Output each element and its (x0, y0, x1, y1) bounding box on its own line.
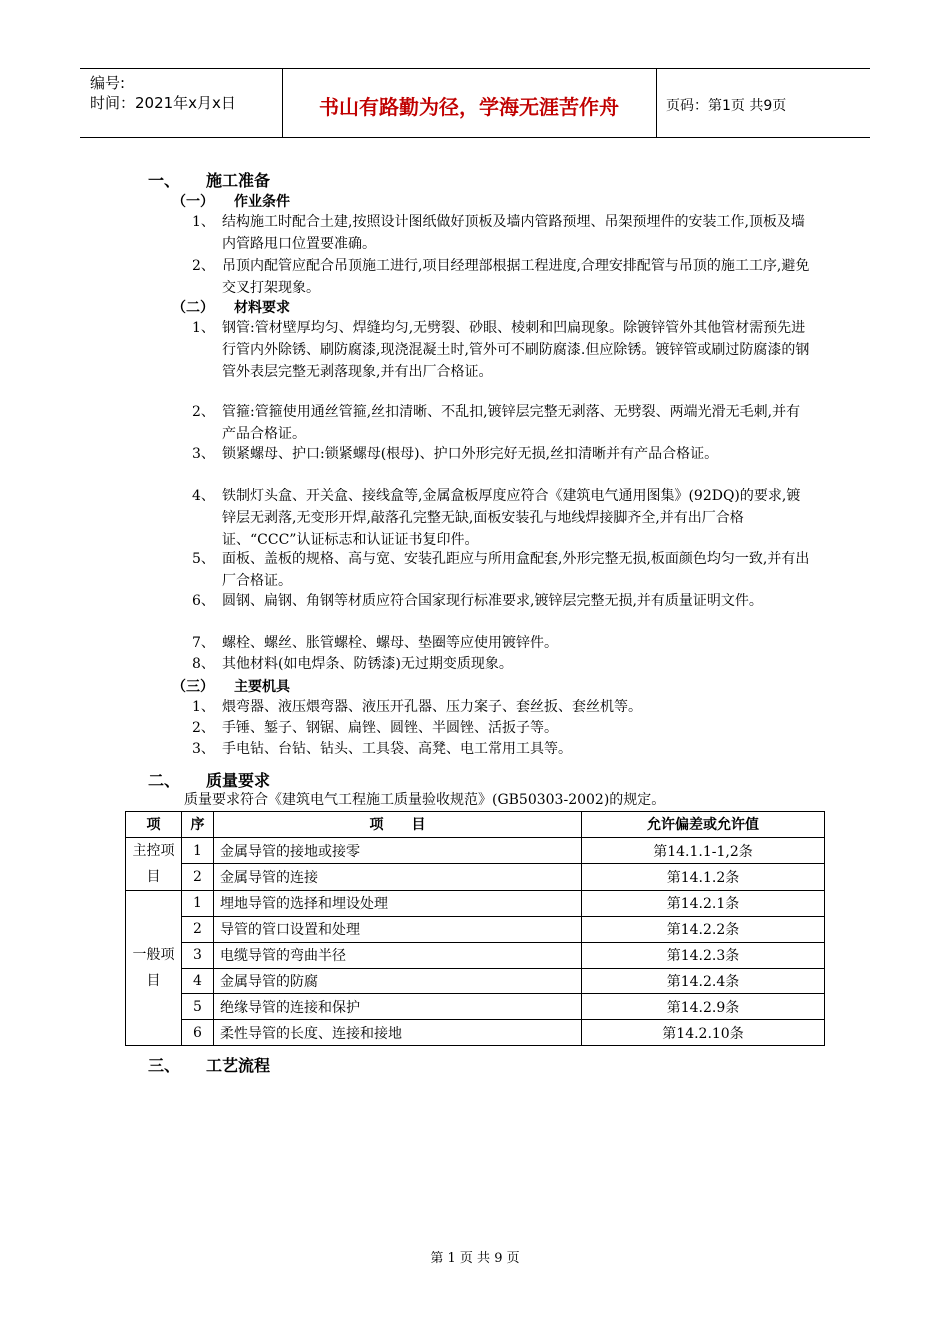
item-text: 铁制灯头盒、开关盒、接线盒等,金属盒板厚度应符合《建筑电气通用图集》(92DQ)的要求,镀锌层无剥落,无变形开焊,敲落孔完整无缺,面板安装孔与地线焊接脚齐全,并有出厂合格证、“CCC”认证标志和认证证书复印件。 (222, 488, 801, 548)
row-seq: 1 (182, 837, 214, 864)
row-value: 第14.1.2条 (582, 864, 825, 891)
header-page-label: 页码：第1页 共9页 (666, 98, 787, 114)
item-number: 2、 (192, 404, 215, 420)
subsection-title: 主要机具 (234, 679, 290, 695)
section-title: 工艺流程 (206, 1056, 271, 1075)
item-text: 其他材料(如电焊条、防锈漆)无过期变质现象。 (222, 656, 513, 672)
subsection-number: （三） (172, 679, 214, 695)
item-text: 面板、盖板的规格、高与宽、安装孔距应与所用盒配套,外形完整无损,板面颜色均匀一致,并有出厂合格证。 (222, 551, 810, 589)
page-header (80, 68, 870, 138)
subsection-heading (172, 297, 290, 317)
item-number: 6、 (192, 593, 215, 609)
section-heading (148, 768, 270, 791)
table-row (126, 942, 825, 968)
table-row (126, 864, 825, 891)
subsection-title: 作业条件 (234, 194, 290, 210)
item-number: 4、 (192, 488, 215, 504)
header-divider (656, 69, 657, 137)
quality-table (125, 811, 825, 1046)
table-header: 允许偏差或允许值 (582, 812, 825, 838)
row-seq: 2 (182, 864, 214, 891)
item-text: 煨弯器、液压煨弯器、液压开孔器、压力案子、套丝扳、套丝机等。 (222, 699, 642, 715)
page-footer: 第 1 页 共 9 页 (430, 1251, 520, 1266)
table-header-row (126, 812, 825, 838)
subsection-number: （一） (172, 194, 214, 210)
item-number: 2、 (192, 258, 215, 274)
table-header: 项 目 (214, 812, 582, 838)
table-row (126, 1020, 825, 1046)
subsection-heading (172, 191, 290, 211)
item-text: 手锤、錾子、钢锯、扁锉、圆锉、半圆锉、活扳子等。 (222, 720, 558, 736)
item-text: 手电钻、台钻、钻头、工具袋、高凳、电工常用工具等。 (222, 741, 572, 757)
table-header: 项 (126, 812, 182, 838)
row-group-label: 一般项目 (126, 890, 182, 1045)
table-row (126, 890, 825, 916)
item-text: 结构施工时配合土建,按照设计图纸做好顶板及墙内管路预埋、吊架预埋件的安装工作,顶板及墙内管路甩口位置要准确。 (222, 214, 805, 252)
item-number: 8、 (192, 656, 215, 672)
subsection-title: 材料要求 (234, 300, 290, 316)
row-item: 柔性导管的长度、连接和接地 (214, 1020, 582, 1046)
row-seq: 6 (182, 1020, 214, 1046)
item-number: 1、 (192, 214, 215, 230)
row-seq: 4 (182, 968, 214, 994)
row-item: 埋地导管的选择和埋设处理 (214, 890, 582, 916)
section-intro: 质量要求符合《建筑电气工程施工质量验收规范》(GB50303-2002)的规定。 (184, 792, 666, 808)
item-number: 3、 (192, 446, 215, 462)
item-number: 2、 (192, 720, 215, 736)
row-value: 第14.2.3条 (582, 942, 825, 968)
header-motto: 书山有路勤为径，学海无涯苦作舟 (319, 95, 619, 119)
table-row (126, 916, 825, 942)
item-number: 5、 (192, 551, 215, 567)
item-number: 1、 (192, 320, 215, 336)
header-divider (282, 69, 283, 137)
row-item: 绝缘导管的连接和保护 (214, 994, 582, 1020)
section-number: 二、 (148, 771, 181, 790)
table-row (126, 837, 825, 864)
section-title: 质量要求 (206, 771, 271, 790)
row-seq: 3 (182, 942, 214, 968)
item-text: 吊顶内配管应配合吊顶施工进行,项目经理部根据工程进度,合理安排配管与吊顶的施工工序,避免交叉打架现象。 (222, 258, 810, 296)
section-number: 一、 (148, 171, 181, 190)
item-text: 锁紧螺母、护口:锁紧螺母(根母)、护口外形完好无损,丝扣清晰并有产品合格证。 (222, 446, 719, 462)
item-text: 管箍:管箍使用通丝管箍,丝扣清晰、不乱扣,镀锌层完整无剥落、无劈裂、两端光滑无毛刺,并有产品合格证。 (222, 404, 801, 442)
row-value: 第14.2.2条 (582, 916, 825, 942)
section-number: 三、 (148, 1056, 181, 1075)
section-heading (148, 1053, 270, 1076)
row-seq: 1 (182, 890, 214, 916)
subsection-heading (172, 676, 290, 696)
table-row (126, 968, 825, 994)
row-value: 第14.2.10条 (582, 1020, 825, 1046)
row-seq: 5 (182, 994, 214, 1020)
doc-number-label: 编号: (90, 74, 126, 92)
header-meta (90, 73, 236, 113)
row-item: 电缆导管的弯曲半径 (214, 942, 582, 968)
item-number: 7、 (192, 635, 215, 651)
row-value: 第14.2.9条 (582, 994, 825, 1020)
row-value: 第14.2.1条 (582, 890, 825, 916)
doc-time-label: 时间：2021年x月x日 (90, 94, 236, 112)
table-row (126, 994, 825, 1020)
row-item: 导管的管口设置和处理 (214, 916, 582, 942)
row-value: 第14.1.1-1,2条 (582, 837, 825, 864)
item-text: 螺栓、螺丝、胀管螺栓、螺母、垫圈等应使用镀锌件。 (222, 635, 558, 651)
row-value: 第14.2.4条 (582, 968, 825, 994)
item-text: 圆钢、扁钢、角钢等材质应符合国家现行标准要求,镀锌层完整无损,并有质量证明文件。 (222, 593, 763, 609)
item-number: 3、 (192, 741, 215, 757)
subsection-number: （二） (172, 300, 214, 316)
row-seq: 2 (182, 916, 214, 942)
section-heading (148, 168, 270, 191)
row-item: 金属导管的连接 (214, 864, 582, 891)
item-number: 1、 (192, 699, 215, 715)
section-title: 施工准备 (206, 171, 271, 190)
row-item: 金属导管的接地或接零 (214, 837, 582, 864)
table-header: 序 (182, 812, 214, 838)
row-item: 金属导管的防腐 (214, 968, 582, 994)
row-group-label: 主控项目 (126, 837, 182, 890)
item-text: 钢管:管材壁厚均匀、焊缝均匀,无劈裂、砂眼、棱刺和凹扁现象。除镀锌管外其他管材需预先进行管内外除锈、刷防腐漆,现浇混凝土时,管外可不刷防腐漆.但应除锈。镀锌管或刷过防腐漆的钢管外表层完整无剥落现象,并有出厂合格证。 (222, 320, 810, 380)
